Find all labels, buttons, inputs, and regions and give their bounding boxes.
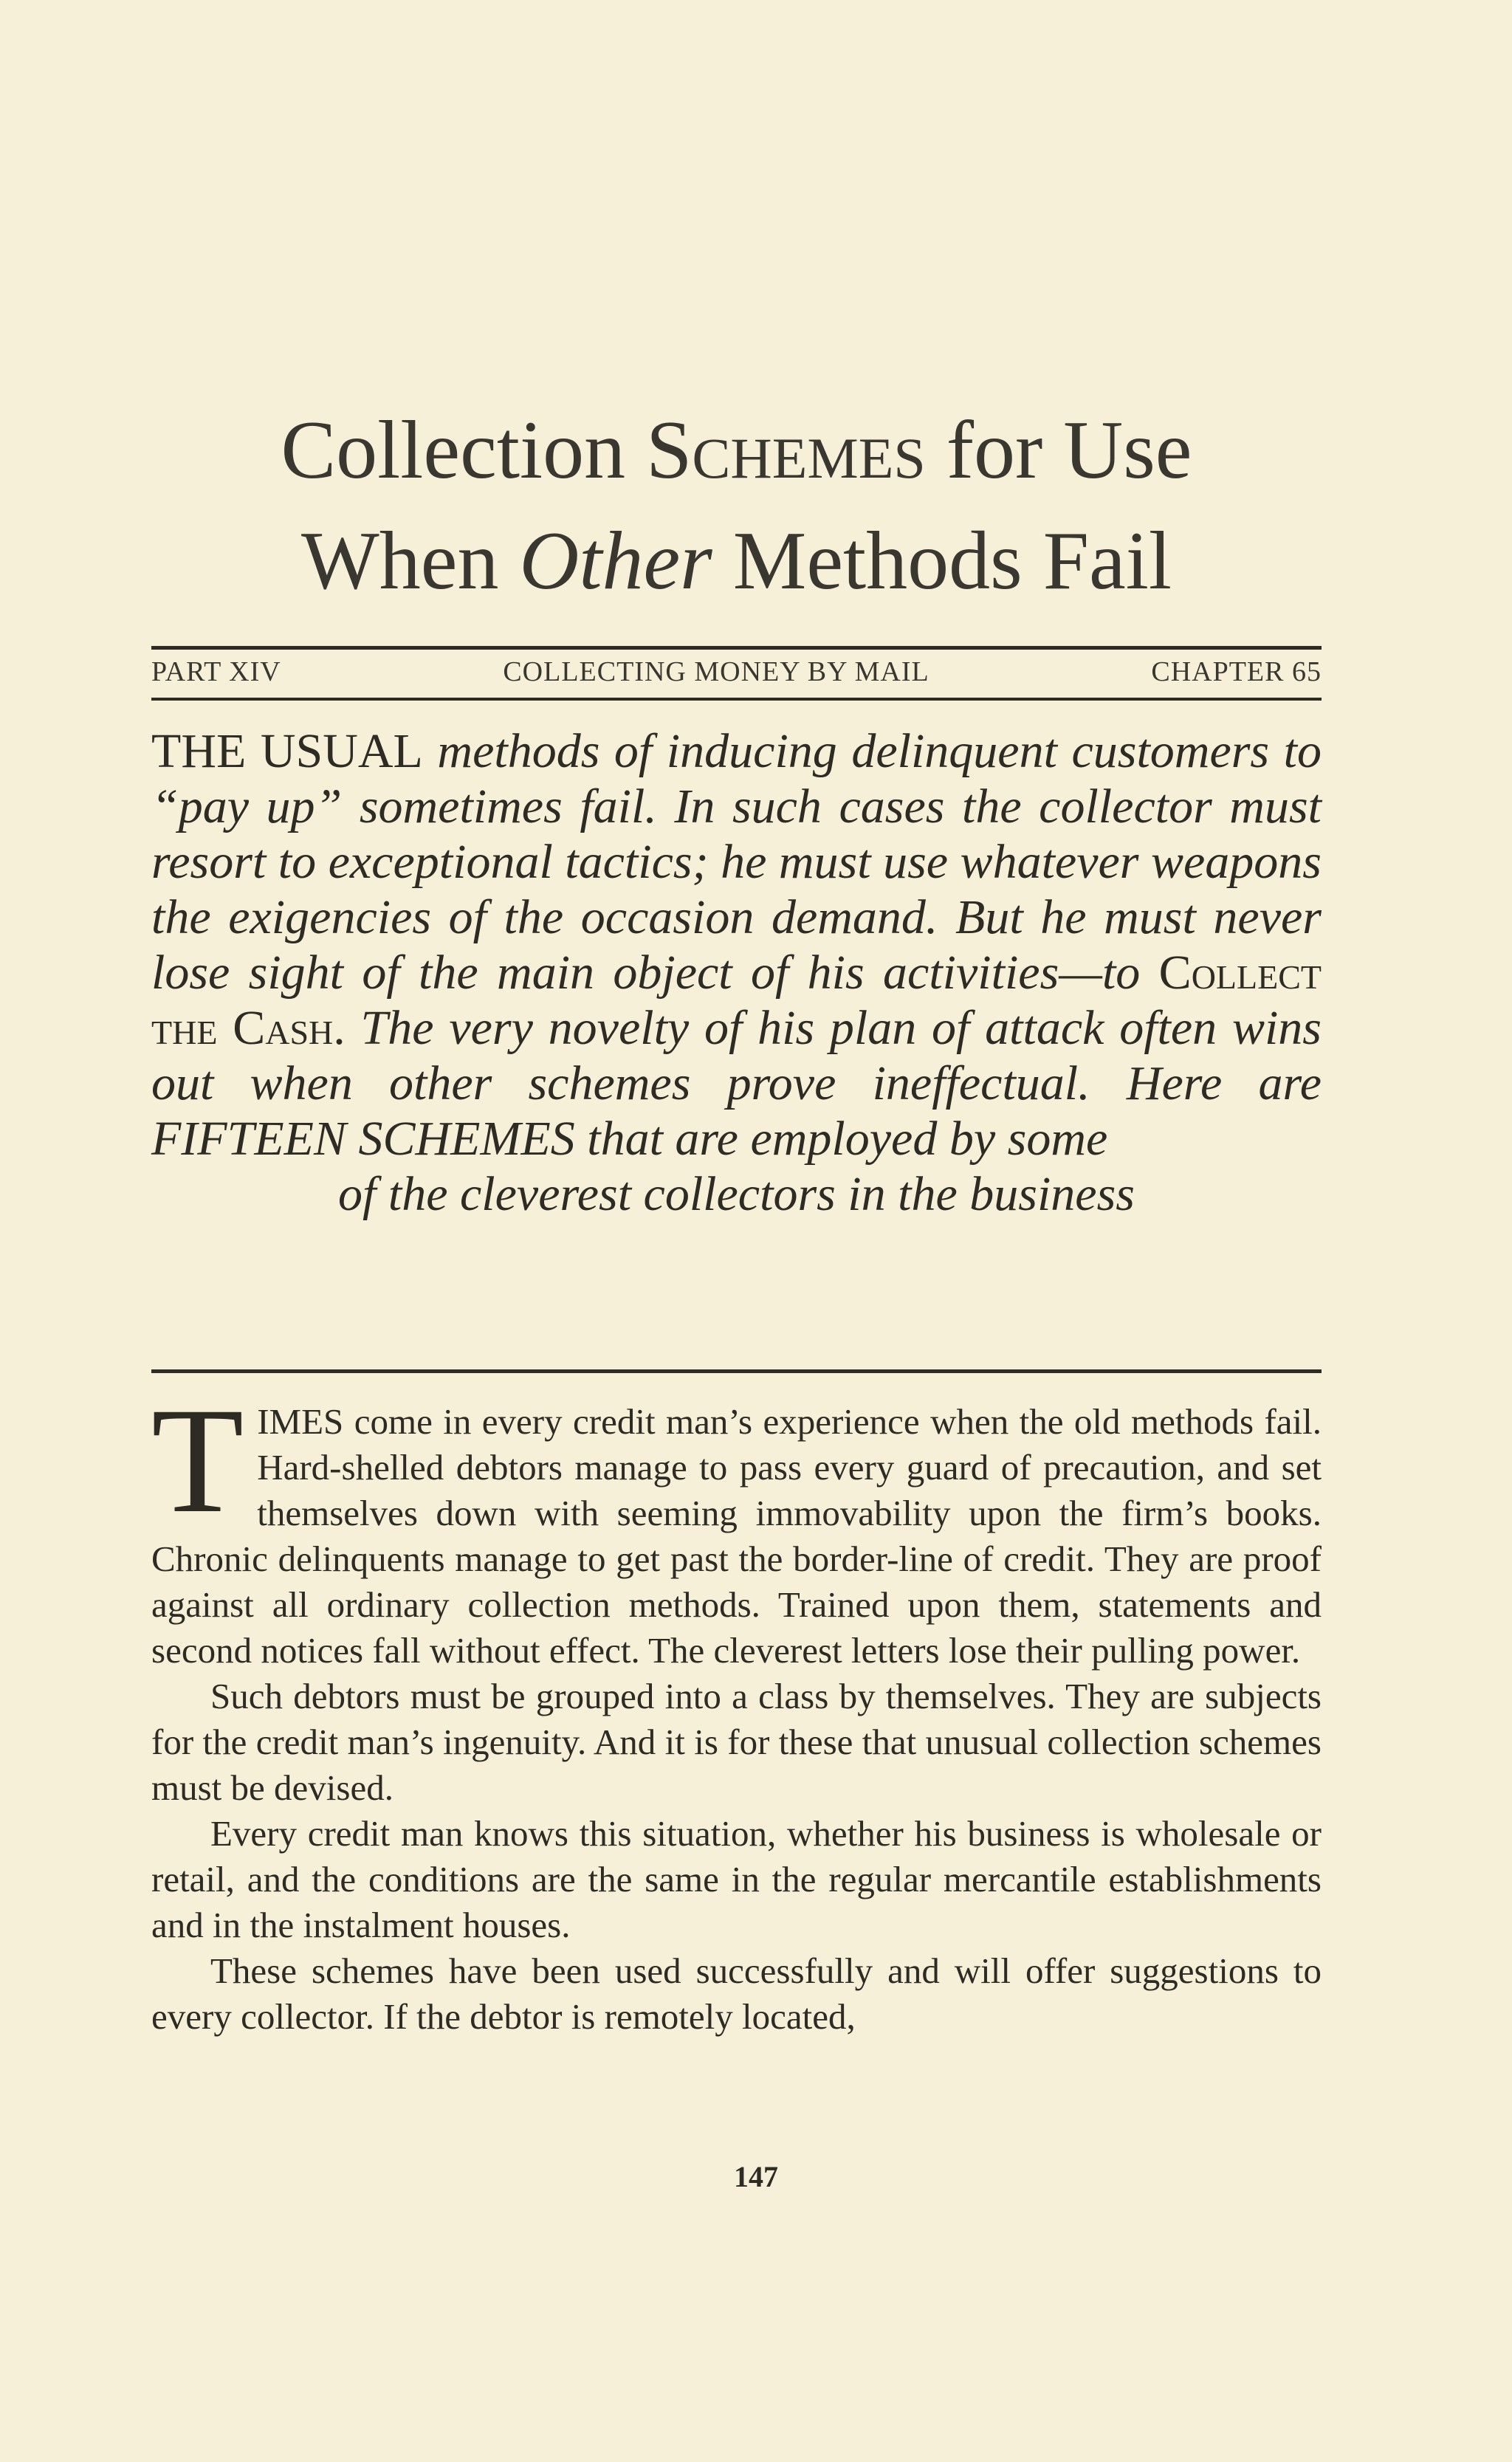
intro-paragraph [151,723,1322,1222]
paragraph-4: These schemes have been used successfully and will offer suggestions to every collector. If the debtor is remotely located, [151,1950,1322,2037]
title-line-2: When Other Methods Fail [301,515,1172,607]
intro-collect-phrase: Collect the Cash. [151,946,1322,1055]
chapter-title [151,395,1322,616]
title-line-1: Collection Schemes for Use [281,405,1192,496]
intro-text-2: The very novelty of his plan of attack often wins out when other schemes prove ineffectual. Here are FIFTEEN SCHEMES that are employed by some [151,1001,1322,1166]
book-title-label: COLLECTING MONEY BY MAIL [503,656,929,687]
chapter-label: CHAPTER 65 [1151,656,1322,687]
intro-text-1: methods of inducing delinquent customers to “pay up” sometimes fail. In such cases the collector must resort to exceptional tactics; he must use whatever weapons the exigencies of the occasion demand. But he must never lose sight of the main object of his activities—to [151,724,1322,1000]
intro-lead: THE USUAL [151,724,423,778]
running-header [151,656,1322,688]
intro-last-line: of the cleverest collectors in the business [338,1167,1135,1221]
body-text [151,1377,1322,2040]
paragraph-1: TIMES come in every credit man’s experience when the old methods fail. Hard-shelled debtors manage to pass every guard of precaution, and set themselves down with seeming immovability upon the firm’s books. Chronic delinquents manage to get past the border-line of credit. They are proof against all ordinary collection methods. Trained upon them, statements and second notices fall without effect. The cleverest letters lose their pulling power. [151,1377,1322,1671]
paragraph-3: Every credit man knows this situation, whether his business is wholesale or retail, and the conditions are the same in the regular mercantile establishments and in the instalment houses. [151,1813,1322,1945]
section-rule [151,1369,1322,1373]
header-top-rule [151,646,1322,650]
paragraph-2: Such debtors must be grouped into a class by themselves. They are subjects for the credit man’s ingenuity. And it is for these that unusual collection schemes must be devised. [151,1676,1322,1808]
drop-cap: T [151,1377,244,1544]
header-bottom-rule [151,698,1322,701]
part-label: PART XIV [151,656,281,687]
page-number: 147 [734,2160,778,2193]
